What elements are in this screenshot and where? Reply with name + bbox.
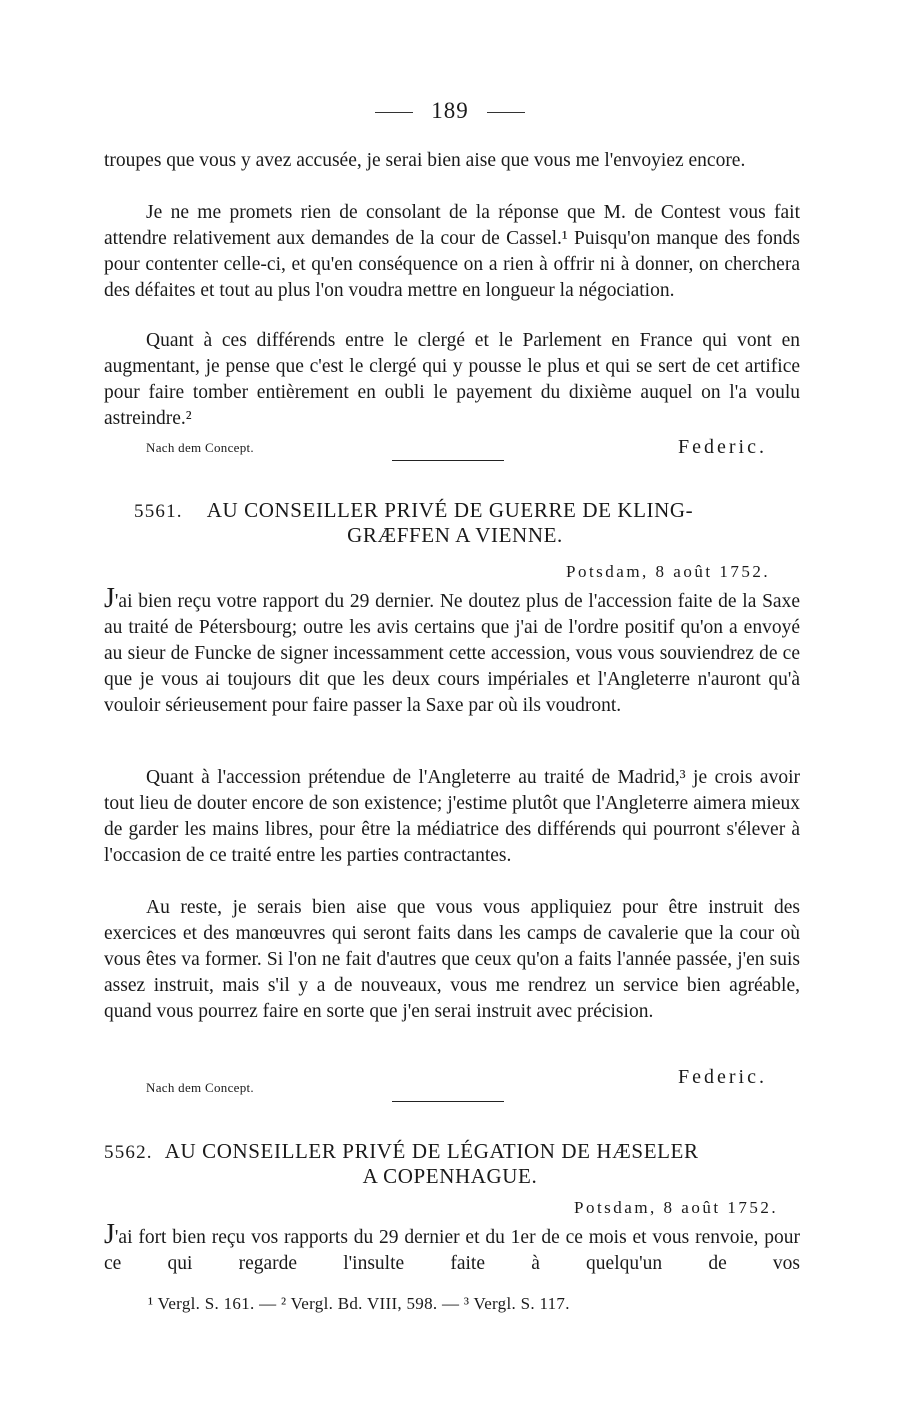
heading-line-2: GRÆFFEN A VIENNE. — [347, 523, 563, 547]
paragraph: Quant à l'accession prétendue de l'Angleterre au traité de Madrid,³ je crois avoir tout lieu de douter encore de son existence; j'estime plutôt que l'Angleterre aimera mieux de garder les mains libres, pour être la médiatrice des différends qui pourront s'élever à l'occasion de ce traité entre les parties contractantes. — [104, 767, 800, 866]
paragraph — [104, 583, 800, 719]
header-dash-left — [375, 112, 413, 113]
letter-number: 5561. — [134, 501, 183, 522]
header-dash-right — [487, 112, 525, 113]
page-number: 189 — [431, 98, 469, 123]
footnotes: ¹ Vergl. S. 161. — ² Vergl. Bd. VIII, 598. — ³ Vergl. S. 117. — [148, 1294, 570, 1313]
paragraph: Quant à ces différends entre le clergé et le Parlement en France qui vont en augmentant, je pense que c'est le clergé qui y pousse le plus et qui se sert de cet artifice pour faire tomber entièrement en oubli le payement du dixième auquel on l'a voulu astreindre.² — [104, 330, 800, 429]
heading-line: AU CONSEILLER PRIVÉ DE GUERRE DE KLING- — [206, 498, 694, 522]
drop-cap: J — [104, 1219, 115, 1250]
paragraph: Je ne me promets rien de consolant de la réponse que M. de Contest vous fait attendre relativement aux demandes de la cour de Cassel.¹ Puisqu'on manque des fonds pour contenter celle-ci, et qu'en conséquence on a rien à offrir ni à donner, on cherchera des défaites et tout au plus l'on voudra mettre en longueur la négociation. — [104, 202, 800, 301]
source-note: Nach dem Concept. — [146, 1080, 254, 1095]
section-divider — [392, 460, 504, 461]
paragraph — [104, 1219, 800, 1277]
drop-cap: J — [104, 583, 115, 614]
signature: Federic. — [678, 1066, 767, 1088]
signature: Federic. — [678, 436, 767, 458]
continuation-paragraph: troupes que vous y avez accusée, je serai bien aise que vous me l'envoyiez encore. — [104, 150, 746, 171]
paragraph-text: 'ai fort bien reçu vos rapports du 29 dernier et du 1er de ce mois et vous renvoie, pour ce qui regarde l'insulte faite à quelqu'un de vos — [104, 1227, 800, 1274]
place-date: Potsdam, 8 août 1752. — [574, 1198, 779, 1217]
place-date: Potsdam, 8 août 1752. — [566, 562, 771, 581]
heading-line: AU CONSEILLER PRIVÉ DE LÉGATION DE HÆSELER — [164, 1139, 699, 1163]
letter-heading — [104, 1139, 824, 1165]
letter-heading — [134, 498, 814, 524]
section-divider — [392, 1101, 504, 1102]
paragraph-text: 'ai bien reçu votre rapport du 29 dernier. Ne doutez plus de l'accession faite de la Saxe au traité de Pétersbourg; outre les avis certains que j'ai de l'ordre positif qu'on a envoyé au sieur de Funcke de signer incessamment cette accession, vous vous souviendrez de ce que je vous ai toujours dit que les deux cours impériales et l'Angleterre n'auront qu'à vouloir sérieusement pour faire passer la Saxe par où ils voudront. — [104, 591, 800, 716]
paragraph: Au reste, je serais bien aise que vous vous appliquiez pour être instruit des exercices et des manœuvres qui seront faits dans les camps de cavalerie que la cour où vous êtes va former. Si l'on ne fait d'autres que ceux qu'on a faits l'année passée, j'en suis assez instruit, mais s'il y a de nouveaux, vous me rendrez un service bien agréable, quand vous pourrez faire en sorte que j'en serai instruit avec précision. — [104, 897, 800, 1022]
heading-line-2: A COPENHAGUE. — [362, 1164, 538, 1188]
letter-number: 5562. — [104, 1142, 153, 1163]
source-note: Nach dem Concept. — [146, 440, 254, 455]
page-header — [0, 98, 900, 124]
